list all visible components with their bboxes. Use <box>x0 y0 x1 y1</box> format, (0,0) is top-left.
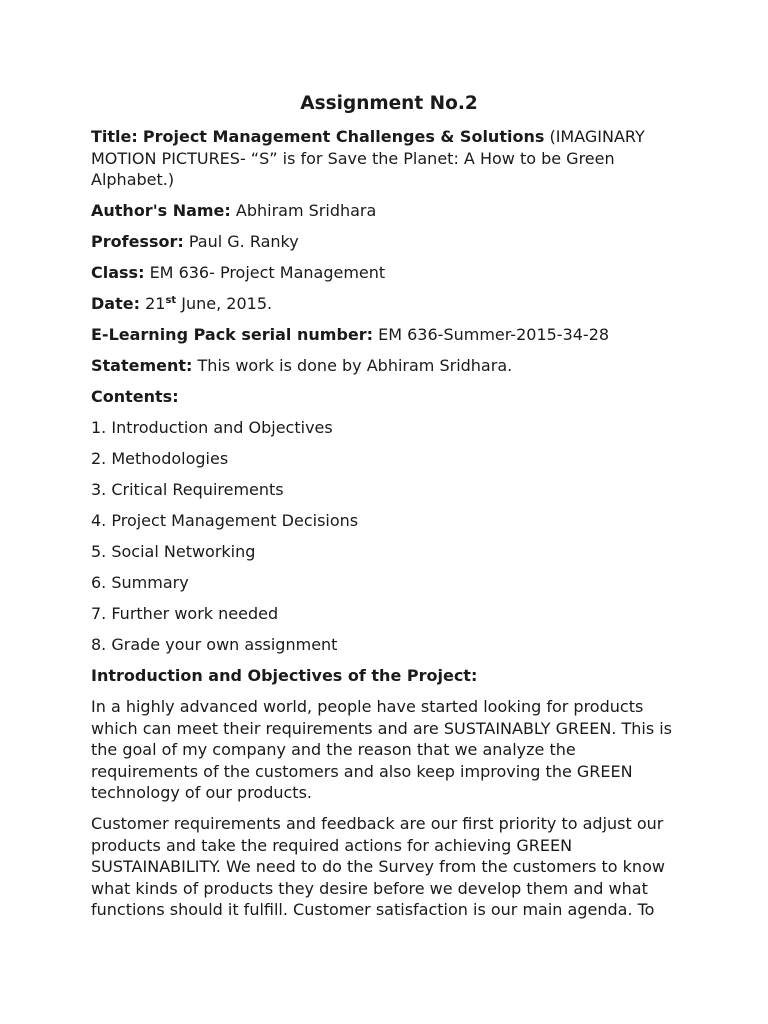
contents-list <box>91 417 681 656</box>
author-value: Abhiram Sridhara <box>235 201 377 220</box>
date-rest: June, 2015. <box>181 294 273 313</box>
list-item: 8. Grade your own assignment <box>91 635 338 654</box>
author-field <box>91 200 681 222</box>
intro-heading: Introduction and Objectives of the Project: <box>91 666 478 685</box>
date-label: Date: <box>91 294 140 313</box>
author-label: Author's Name: <box>91 201 231 220</box>
class-field <box>91 262 681 284</box>
contents-heading: Contents: <box>91 387 179 406</box>
title-label: Title: <box>91 127 138 146</box>
list-item: 1. Introduction and Objectives <box>91 418 333 437</box>
title-field <box>91 126 681 191</box>
professor-label: Professor: <box>91 232 184 251</box>
list-item: 5. Social Networking <box>91 542 256 561</box>
list-item: 6. Summary <box>91 573 189 592</box>
statement-value: This work is done by Abhiram Sridhara. <box>197 356 513 375</box>
date-field <box>91 293 681 315</box>
class-value: EM 636- Project Management <box>149 263 386 282</box>
serial-value: EM 636-Summer-2015-34-28 <box>378 325 610 344</box>
professor-field <box>91 231 681 253</box>
body-paragraph: Customer requirements and feedback are our first priority to adjust our products and take the required actions for achieving GREEN SUSTAINABILITY. We need to do the Survey from the customers to know what kinds of products they desire before we develop them and what functions should it fulfill. Customer satisfaction is our main agenda. To <box>91 813 665 920</box>
page-title: Assignment No.2 <box>300 93 478 114</box>
date-suffix: st <box>165 295 177 306</box>
body-paragraph: In a highly advanced world, people have started looking for products which can meet their requirements and are SUSTAINABLY GREEN. This is the goal of my company and the reason that we analyze the requirements of the customers and also keep improving the GREEN technology of our products. <box>91 697 673 803</box>
list-item: 7. Further work needed <box>91 604 279 623</box>
serial-field <box>91 324 681 346</box>
title-extra: (IMAGINARY MOTION PICTURES- “S” is for Save the Planet: A How to be Green Alphabet.) <box>91 127 645 189</box>
class-label: Class: <box>91 263 145 282</box>
serial-label: E-Learning Pack serial number: <box>91 325 374 344</box>
statement-label: Statement: <box>91 356 193 375</box>
title-value: Project Management Challenges & Solutions <box>142 127 545 146</box>
list-item: 4. Project Management Decisions <box>91 511 359 530</box>
professor-value: Paul G. Ranky <box>188 232 299 251</box>
statement-field <box>91 355 681 377</box>
document-page <box>91 92 681 930</box>
date-day: 21 <box>145 294 166 313</box>
list-item: 3. Critical Requirements <box>91 480 284 499</box>
list-item: 2. Methodologies <box>91 449 229 468</box>
